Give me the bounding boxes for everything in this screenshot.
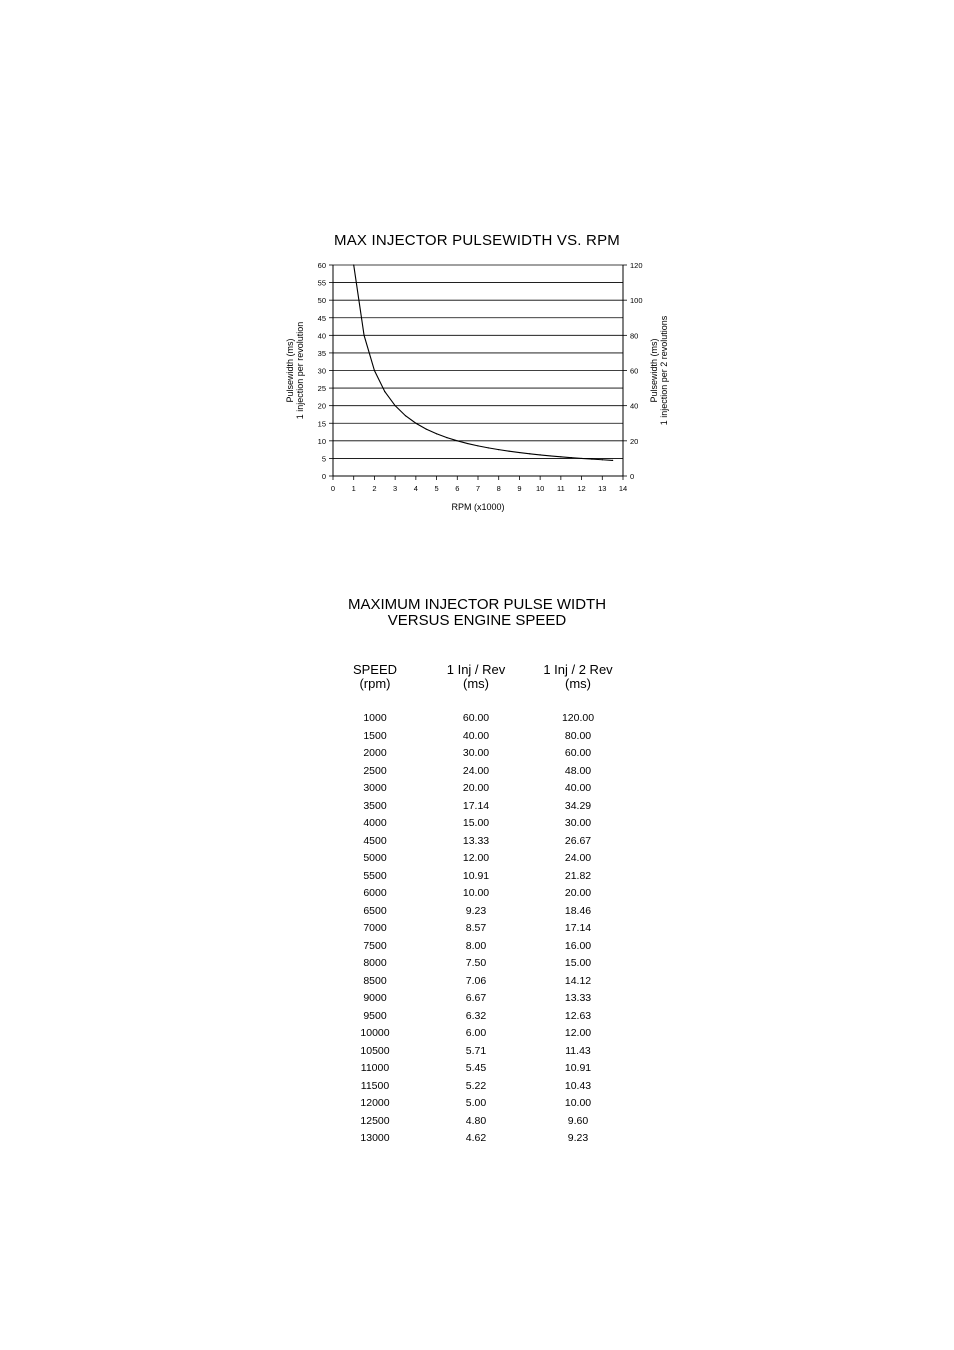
header-one-inj-line1: 1 Inj / Rev [446,662,506,677]
data-point [560,456,561,457]
one-inj-per-two-rev-cell: 9.60 [567,1114,589,1127]
one-inj-per-rev-cell: 12.00 [462,852,490,864]
speed-cell: 10000 [360,1027,390,1039]
one-inj-per-rev-cell: 9.23 [465,904,487,917]
data-point [374,370,375,371]
speed-cell: 6500 [363,904,387,917]
x-tick-label: 5 [434,484,439,493]
x-tick-label: 9 [517,484,522,493]
data-point [550,455,551,456]
speed-cell: 1000 [363,712,387,724]
y-tick-label-left: 50 [317,296,326,306]
table-row [0,1062,954,1080]
speed-cell: 13000 [360,1132,390,1144]
x-tick-label: 13 [598,484,607,493]
data-point [529,453,530,454]
data-point [540,454,541,455]
x-tick-label: 2 [372,484,377,493]
table-row [0,922,954,940]
data-point [488,447,489,448]
data-point [519,452,520,453]
pulsewidth-chart [270,252,690,522]
data-point [581,458,582,459]
speed-cell: 9000 [363,992,387,1004]
one-inj-per-rev-cell: 10.91 [462,869,490,882]
one-inj-per-rev-cell: 30.00 [462,747,490,759]
speed-cell: 5000 [363,852,387,864]
y-tick-label-right: 20 [630,436,639,446]
y-tick-label-right: 0 [630,472,635,481]
table-row [0,835,954,853]
table-row [0,870,954,888]
data-point [591,459,592,460]
speed-cell: 8000 [363,957,387,969]
x-tick-label: 10 [535,484,545,493]
header-speed-line2: (rpm) [359,676,391,691]
header-one-inj-per-two-rev [518,663,638,691]
y-tick-label-right: 80 [630,331,639,341]
y-tick-label-left: 30 [317,366,326,376]
one-inj-per-two-rev-cell: 30.00 [564,817,592,829]
one-inj-per-two-rev-cell: 17.14 [564,922,592,934]
y-tick-label-left: 60 [317,261,326,270]
one-inj-per-rev-cell: 7.50 [465,957,487,969]
speed-cell: 3500 [363,799,387,812]
table-row [0,905,954,923]
speed-cell: 10500 [360,1044,390,1057]
one-inj-per-rev-cell: 5.71 [465,1044,487,1057]
one-inj-per-two-rev-cell: 16.00 [564,939,592,952]
table-row [0,730,954,748]
one-inj-per-two-rev-cell: 48.00 [564,764,592,777]
speed-cell: 11500 [360,1079,390,1092]
speed-cell: 4500 [363,834,387,847]
one-inj-per-two-rev-cell: 13.33 [564,992,592,1004]
speed-cell: 7000 [363,922,387,934]
table-row [0,1115,954,1133]
one-inj-per-rev-cell: 15.00 [462,817,490,829]
table-row [0,1080,954,1098]
table-row [0,817,954,835]
one-inj-per-rev-cell: 10.00 [462,887,490,899]
table-row [0,747,954,765]
one-inj-per-rev-cell: 17.14 [462,799,490,812]
table-title-line1: MAXIMUM INJECTOR PULSE WIDTH [347,596,607,613]
table-row [0,852,954,870]
one-inj-per-two-rev-cell: 12.00 [564,1027,592,1039]
table-row [0,992,954,1010]
table-row [0,712,954,730]
header-two-rev-line1: 1 Inj / 2 Rev [543,662,613,677]
data-point [498,449,499,450]
pulsewidth-table [0,712,954,1150]
table-row [0,940,954,958]
table-row [0,765,954,783]
speed-cell: 1500 [363,729,387,742]
speed-cell: 2000 [363,747,387,759]
one-inj-per-rev-cell: 6.32 [465,1009,487,1022]
one-inj-per-two-rev-cell: 14.12 [564,974,592,987]
table-row [0,975,954,993]
one-inj-per-two-rev-cell: 10.43 [564,1079,592,1092]
table-row [0,957,954,975]
one-inj-per-two-rev-cell: 80.00 [564,729,592,742]
one-inj-per-rev-cell: 4.62 [465,1132,487,1144]
header-two-rev-line2: (ms) [565,676,591,691]
data-point [426,429,427,430]
y-tick-label-right: 120 [630,261,643,270]
one-inj-per-rev-cell: 20.00 [462,782,490,794]
header-speed-line1: SPEED [352,662,398,677]
chart-title: MAX INJECTOR PULSEWIDTH VS. RPM [334,232,620,249]
speed-cell: 7500 [363,939,387,952]
data-point [477,445,478,446]
pulsewidth-curve [354,265,613,460]
one-inj-per-rev-cell: 5.22 [465,1079,487,1092]
x-tick-label: 12 [577,484,586,493]
x-tick-label: 14 [618,484,628,493]
one-inj-per-two-rev-cell: 26.67 [564,834,592,847]
y-tick-label-left: 20 [317,401,326,411]
y-tick-label-left: 10 [317,436,326,446]
table-row [0,1010,954,1028]
data-point [405,415,406,416]
data-point [415,423,416,424]
one-inj-per-two-rev-cell: 40.00 [564,782,592,794]
one-inj-per-rev-cell: 8.00 [465,939,487,952]
y-axis-label-right-line1: Pulsewidth (ms) [649,338,659,403]
x-tick-label: 3 [393,484,398,493]
x-tick-label: 6 [455,484,460,493]
x-tick-label: 11 [556,484,565,493]
y-tick-label-left: 45 [317,313,326,323]
one-inj-per-rev-cell: 6.00 [465,1027,487,1039]
table-row [0,1132,954,1150]
data-point [384,391,385,392]
x-axis-label: RPM (x1000) [451,502,505,512]
one-inj-per-rev-cell: 4.80 [465,1114,487,1127]
speed-cell: 9500 [363,1009,387,1022]
one-inj-per-rev-cell: 5.45 [465,1062,487,1074]
one-inj-per-rev-cell: 8.57 [465,922,487,934]
data-point [508,451,509,452]
y-axis-label-left-line2: 1 injection per revolution [295,321,305,420]
y-tick-label-left: 40 [317,331,326,341]
data-point [363,335,364,336]
speed-cell: 8500 [363,974,387,987]
one-inj-per-two-rev-cell: 20.00 [564,887,592,899]
x-tick-label: 4 [413,484,418,493]
y-axis-label-right-line2: 1 injection per 2 revolutions [659,315,669,426]
speed-cell: 6000 [363,887,387,899]
header-one-inj-line2: (ms) [463,676,489,691]
data-point [602,459,603,460]
one-inj-per-rev-cell: 24.00 [462,764,490,777]
y-tick-label-right: 100 [630,296,643,306]
speed-cell: 5500 [363,869,387,882]
one-inj-per-two-rev-cell: 120.00 [561,712,595,724]
one-inj-per-rev-cell: 13.33 [462,834,490,847]
one-inj-per-two-rev-cell: 34.29 [564,799,592,812]
one-inj-per-two-rev-cell: 60.00 [564,747,592,759]
one-inj-per-two-rev-cell: 11.43 [565,1044,591,1057]
table-title-line2: VERSUS ENGINE SPEED [387,612,567,629]
table-row [0,800,954,818]
one-inj-per-two-rev-cell: 18.46 [564,904,592,917]
one-inj-per-two-rev-cell: 9.23 [567,1132,589,1144]
y-tick-label-left: 25 [317,384,326,394]
one-inj-per-rev-cell: 60.00 [462,712,490,724]
one-inj-per-rev-cell: 40.00 [462,729,490,742]
y-tick-label-right: 60 [630,366,639,376]
speed-cell: 12000 [360,1097,390,1109]
x-tick-label: 1 [351,484,356,493]
one-inj-per-two-rev-cell: 12.63 [564,1009,592,1022]
one-inj-per-two-rev-cell: 24.00 [564,852,592,864]
y-tick-label-left: 5 [321,454,326,464]
table-row [0,782,954,800]
data-point [571,457,572,458]
data-point [395,405,396,406]
y-axis-label-left-line1: Pulsewidth (ms) [285,338,295,403]
data-point [457,440,458,441]
one-inj-per-two-rev-cell: 10.91 [564,1062,592,1074]
one-inj-per-two-rev-cell: 21.82 [564,869,592,882]
table-row [0,1027,954,1045]
speed-cell: 11000 [360,1062,390,1074]
speed-cell: 3000 [363,782,387,794]
speed-cell: 12500 [360,1114,390,1127]
data-point [612,460,613,461]
x-tick-label: 0 [330,484,336,493]
table-row [0,1097,954,1115]
one-inj-per-rev-cell: 6.67 [465,992,487,1004]
data-point [467,443,468,444]
one-inj-per-rev-cell: 5.00 [465,1097,487,1109]
table-row [0,1045,954,1063]
table-title [0,597,954,629]
table-row [0,887,954,905]
y-tick-label-left: 55 [317,278,326,288]
y-tick-label-right: 40 [630,401,639,411]
data-point [436,433,437,434]
one-inj-per-two-rev-cell: 10.00 [564,1097,592,1109]
x-tick-label: 7 [475,484,481,493]
data-point [446,437,447,438]
one-inj-per-rev-cell: 7.06 [465,974,487,987]
y-tick-label-left: 35 [317,348,326,358]
x-tick-label: 8 [496,484,501,493]
y-tick-label-left: 15 [317,419,326,429]
y-tick-label-left: 0 [321,472,326,481]
data-point [353,264,354,265]
one-inj-per-two-rev-cell: 15.00 [564,957,592,969]
speed-cell: 4000 [363,817,387,829]
speed-cell: 2500 [363,764,387,777]
